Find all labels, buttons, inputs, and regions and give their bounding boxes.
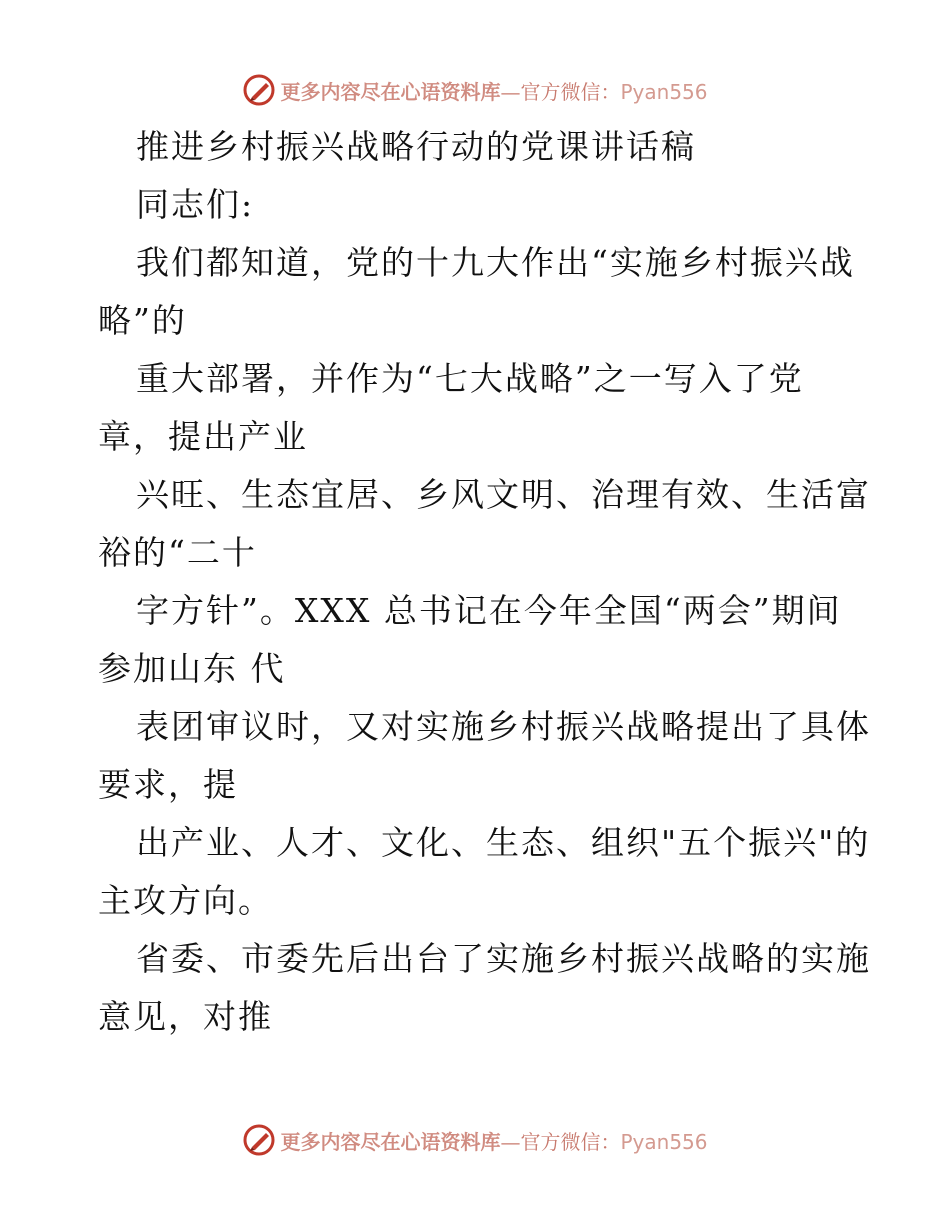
paragraph-line: 略”的 bbox=[98, 301, 187, 340]
header-library-text: 更多内容尽在心语资料库 bbox=[280, 79, 501, 104]
document-title: 推进乡村振兴战略行动的党课讲话稿 bbox=[136, 127, 696, 166]
paragraph-line: 表团审议时，又对实施乡村振兴战略提出了具体 bbox=[136, 707, 871, 746]
paragraph-line: 重大部署，并作为“七大战略”之一写入了党 bbox=[136, 359, 804, 398]
footer-wechat-id: Pyan556 bbox=[620, 1129, 708, 1154]
footer-wechat-label: 官方微信： bbox=[520, 1129, 621, 1154]
header-banner bbox=[0, 70, 950, 110]
header-wechat-id: Pyan556 bbox=[620, 79, 708, 104]
paragraph-line: 章，提出产业 bbox=[98, 417, 308, 456]
footer-banner-text bbox=[280, 1126, 707, 1155]
pen-logo-icon bbox=[242, 73, 276, 107]
paragraph-line: 参加山东 代 bbox=[98, 649, 286, 688]
paragraph-line: 主攻方向。 bbox=[98, 881, 273, 920]
document-body bbox=[98, 118, 871, 1046]
header-banner-text bbox=[280, 76, 707, 105]
footer-banner bbox=[0, 1120, 950, 1160]
paragraph-line: 省委、市委先后出台了实施乡村振兴战略的实施 bbox=[136, 939, 871, 978]
paragraph-line: 裕的“二十 bbox=[98, 533, 257, 572]
salutation: 同志们: bbox=[136, 185, 255, 224]
footer-dash: — bbox=[500, 1129, 521, 1154]
paragraph-line: 我们都知道，党的十九大作出“实施乡村振兴战 bbox=[136, 243, 855, 282]
header-dash: — bbox=[500, 79, 521, 104]
paragraph-line: 字方针”。XXX 总书记在今年全国“两会”期间 bbox=[136, 591, 842, 630]
paragraph-line: 出产业、人才、文化、生态、组织"五个振兴"的 bbox=[136, 823, 871, 862]
footer-library-text: 更多内容尽在心语资料库 bbox=[280, 1129, 501, 1154]
pen-logo-icon bbox=[242, 1123, 276, 1157]
paragraph-line: 兴旺、生态宜居、乡风文明、治理有效、生活富 bbox=[136, 475, 871, 514]
paragraph-line: 要求，提 bbox=[98, 765, 238, 804]
paragraph-line: 意见，对推 bbox=[98, 997, 273, 1036]
header-wechat-label: 官方微信： bbox=[520, 79, 621, 104]
